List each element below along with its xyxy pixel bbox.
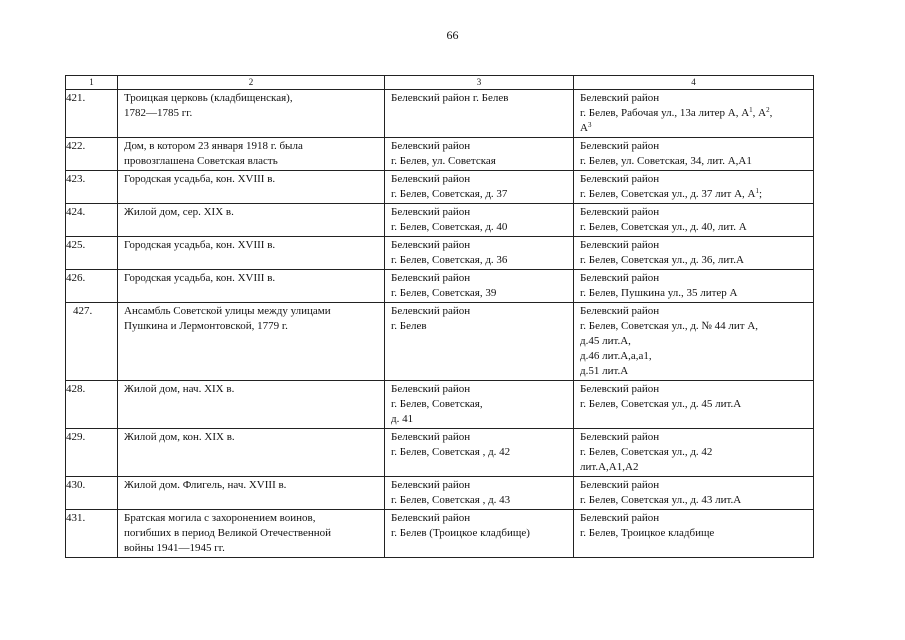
row-number: 431.: [66, 510, 118, 558]
object-name: Городская усадьба, кон. XVIII в.: [118, 171, 385, 204]
table-row: [66, 270, 814, 303]
object-location: Белевский район г. Белев: [385, 90, 574, 138]
table-row: [66, 90, 814, 138]
object-address: Белевский район г. Белев, Советская ул., д. 37 лит А, $А^1$;: [574, 171, 814, 204]
column-header: 4: [574, 76, 814, 90]
object-address: Белевский район г. Белев, Советская ул., д. 36, лит.А: [574, 237, 814, 270]
object-name: Троицкая церковь (кладбищенская), 1782—1785 гг.: [118, 90, 385, 138]
object-location: Белевский район г. Белев (Троицкое кладбище): [385, 510, 574, 558]
object-name: Дом, в котором 23 января 1918 г. была провозглашена Советская власть: [118, 138, 385, 171]
object-name: Жилой дом, кон. XIX в.: [118, 429, 385, 477]
table-row: [66, 381, 814, 429]
table-header-row: [66, 76, 814, 90]
object-name: Братская могила с захоронением воинов, погибших в период Великой Отечественной войны 1941—1945 гг.: [118, 510, 385, 558]
column-header: 1: [66, 76, 118, 90]
object-location: Белевский район г. Белев: [385, 303, 574, 381]
row-number: 423.: [66, 171, 118, 204]
object-address: Белевский район г. Белев, Советская ул., д. 45 лит.А: [574, 381, 814, 429]
row-number: 422.: [66, 138, 118, 171]
table-row: [66, 429, 814, 477]
object-address: Белевский район г. Белев, Советская ул., д. 42 лит.А,А1,А2: [574, 429, 814, 477]
row-number: 424.: [66, 204, 118, 237]
table-row: [66, 138, 814, 171]
object-address: Белевский район г. Белев, Советская ул., д. № 44 лит А, д.45 лит.А, д.46 лит.А,а,а1, д.51 лит.А: [574, 303, 814, 381]
table-row: [66, 477, 814, 510]
column-header: 2: [118, 76, 385, 90]
row-number: 428.: [66, 381, 118, 429]
object-address: Белевский район г. Белев, Советская ул., д. 43 лит.А: [574, 477, 814, 510]
object-name: Ансамбль Советской улицы между улицами Пушкина и Лермонтовской, 1779 г.: [118, 303, 385, 381]
object-location: Белевский район г. Белев, Советская, 39: [385, 270, 574, 303]
table-row: [66, 204, 814, 237]
object-location: Белевский район г. Белев, Советская, д. 36: [385, 237, 574, 270]
row-number: 421.: [66, 90, 118, 138]
table-row: [66, 303, 814, 381]
object-name: Жилой дом, нач. XIX в.: [118, 381, 385, 429]
row-number: 430.: [66, 477, 118, 510]
object-location: Белевский район г. Белев, Советская , д. 42: [385, 429, 574, 477]
object-location: Белевский район г. Белев, Советская, д. 41: [385, 381, 574, 429]
object-name: Городская усадьба, кон. XVIII в.: [118, 270, 385, 303]
table-row: [66, 237, 814, 270]
page-number: 66: [446, 28, 459, 42]
table-row: [66, 171, 814, 204]
object-name: Жилой дом, сер. XIX в.: [118, 204, 385, 237]
object-address: Белевский район г. Белев, ул. Советская, 34, лит. А,А1: [574, 138, 814, 171]
row-number: 426.: [66, 270, 118, 303]
object-name: Жилой дом. Флигель, нач. XVIII в.: [118, 477, 385, 510]
column-header: 3: [385, 76, 574, 90]
heritage-registry-table: [65, 75, 814, 558]
object-location: Белевский район г. Белев, ул. Советская: [385, 138, 574, 171]
object-location: Белевский район г. Белев, Советская, д. 40: [385, 204, 574, 237]
row-number: 427.: [66, 303, 118, 381]
object-location: Белевский район г. Белев, Советская, д. 37: [385, 171, 574, 204]
object-address: Белевский район г. Белев, Рабочая ул., 13а литер А, $А^1$, $А^2$, $А^3$: [574, 90, 814, 138]
object-name: Городская усадьба, кон. XVIII в.: [118, 237, 385, 270]
object-address: Белевский район г. Белев, Пушкина ул., 35 литер А: [574, 270, 814, 303]
row-number: 425.: [66, 237, 118, 270]
table-row: [66, 510, 814, 558]
object-location: Белевский район г. Белев, Советская , д. 43: [385, 477, 574, 510]
row-number: 429.: [66, 429, 118, 477]
object-address: Белевский район г. Белев, Советская ул., д. 40, лит. А: [574, 204, 814, 237]
object-address: Белевский район г. Белев, Троицкое кладбище: [574, 510, 814, 558]
